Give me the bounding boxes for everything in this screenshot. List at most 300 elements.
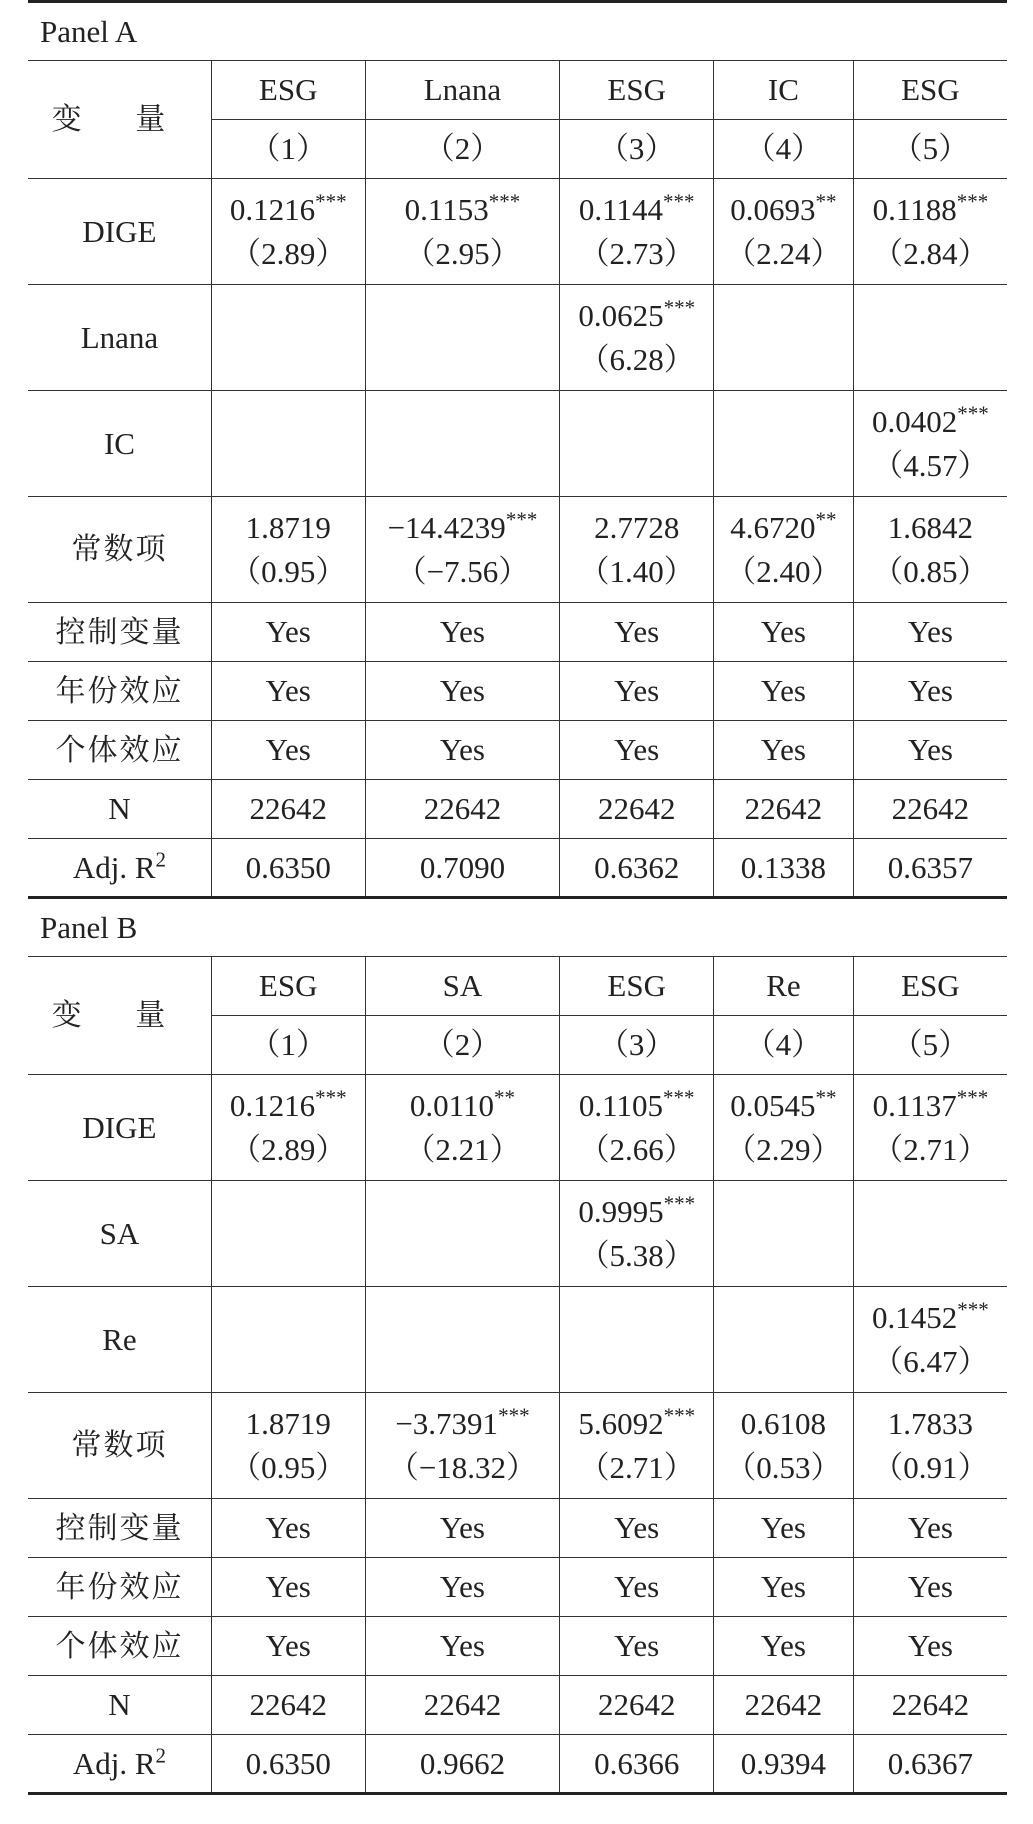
control-cell xyxy=(853,1617,1007,1676)
control-cell xyxy=(853,1558,1007,1617)
row-label xyxy=(28,1075,211,1181)
column-number-text: （4） xyxy=(744,131,823,166)
r2-value: 0.9662 xyxy=(419,1745,506,1781)
depvar-text: ESG xyxy=(258,72,318,107)
control-value: Yes xyxy=(760,732,806,767)
coef-value: 4.6720 xyxy=(730,509,816,545)
coef-cell xyxy=(853,1181,1007,1287)
r2-value: 0.6350 xyxy=(245,849,331,885)
t-stat-value: （0.91） xyxy=(872,1449,989,1485)
coef-cell xyxy=(714,1075,854,1181)
row-label xyxy=(28,662,211,721)
t-stat-value: （2.95） xyxy=(404,235,521,271)
row-label xyxy=(28,1287,211,1393)
control-value: Yes xyxy=(265,1569,311,1604)
row-label-text: 控制变量 xyxy=(55,1510,184,1546)
column-number-text: （4） xyxy=(744,1027,823,1062)
r2-value: 0.9394 xyxy=(740,1745,827,1781)
row-label xyxy=(28,1499,211,1558)
coef-value: 0.1105 xyxy=(578,1087,663,1123)
coef-line xyxy=(560,506,713,550)
coef-cell xyxy=(853,497,1007,603)
panel-title-row xyxy=(28,2,1007,61)
r2-value: 0.6367 xyxy=(887,1745,974,1781)
r2-cell xyxy=(853,1735,1007,1794)
column-number-text: （1） xyxy=(249,1027,327,1062)
row-label-text: 个体效应 xyxy=(55,1628,184,1664)
depvar-header xyxy=(560,957,714,1016)
significance-stars: ** xyxy=(815,1085,837,1110)
variable-header xyxy=(28,957,211,1075)
significance-stars: *** xyxy=(663,1191,696,1216)
coef-value: 2.7728 xyxy=(594,509,680,545)
n-cell xyxy=(211,780,365,839)
column-number-text: （5） xyxy=(891,1027,970,1062)
coef-value: 0.0625 xyxy=(578,297,664,333)
significance-stars: *** xyxy=(315,1085,347,1110)
significance-stars: *** xyxy=(498,1403,530,1428)
r2-value: 0.6350 xyxy=(245,1745,331,1781)
depvar-text: ESG xyxy=(607,968,666,1003)
t-stat-value: （6.47） xyxy=(872,1343,989,1379)
control-cell xyxy=(211,603,365,662)
control-value: Yes xyxy=(907,614,953,649)
column-number xyxy=(560,120,714,179)
r2-cell xyxy=(211,839,365,898)
control-value: Yes xyxy=(439,1510,485,1545)
significance-stars: *** xyxy=(315,189,347,214)
coef-cell xyxy=(560,1287,714,1393)
coef-value: 0.1216 xyxy=(229,191,316,227)
n-value: 22642 xyxy=(423,791,502,826)
coef-value: 0.1216 xyxy=(229,1087,316,1123)
regression-table-container xyxy=(28,0,1007,1795)
significance-stars: *** xyxy=(957,401,989,426)
depvar-text: SA xyxy=(442,968,483,1003)
coef-cell xyxy=(365,1287,560,1393)
row-label-text: N xyxy=(108,791,131,826)
significance-stars: *** xyxy=(663,1403,696,1428)
control-cell xyxy=(560,721,714,780)
control-value: Yes xyxy=(760,614,806,649)
control-value: Yes xyxy=(265,732,311,767)
row-label xyxy=(28,1393,211,1499)
table-body xyxy=(28,2,1007,1794)
coef-value: 0.1153 xyxy=(404,191,489,227)
t-stat-value: （2.89） xyxy=(230,1131,347,1167)
n-cell xyxy=(211,1676,365,1735)
control-cell xyxy=(714,603,854,662)
control-cell xyxy=(714,1617,854,1676)
n-value: 22642 xyxy=(597,791,676,826)
control-value: Yes xyxy=(614,732,660,767)
coef-cell xyxy=(560,391,714,497)
depvar-header xyxy=(365,957,560,1016)
coef-value: −3.7391 xyxy=(395,1405,499,1441)
row-label-text: 控制变量 xyxy=(55,614,184,650)
control-value: Yes xyxy=(907,673,953,708)
coef-cell xyxy=(211,1075,365,1181)
coef-row xyxy=(28,391,1007,497)
depvar-text: IC xyxy=(767,72,799,107)
n-value: 22642 xyxy=(891,1687,970,1722)
control-cell xyxy=(365,603,560,662)
n-row xyxy=(28,780,1007,839)
coef-cell xyxy=(560,1075,714,1181)
row-label xyxy=(28,497,211,603)
coef-row xyxy=(28,1181,1007,1287)
coef-cell xyxy=(365,179,560,285)
coef-line xyxy=(560,188,713,232)
panel-title-row xyxy=(28,898,1007,957)
variable-header-text: 变 量 xyxy=(51,102,188,137)
coef-cell xyxy=(714,391,854,497)
column-number-text: （1） xyxy=(249,131,327,166)
control-cell xyxy=(365,1617,560,1676)
coef-line xyxy=(854,1296,1007,1340)
significance-stars: *** xyxy=(663,1085,695,1110)
depvar-text: Re xyxy=(766,968,801,1003)
coef-cell xyxy=(714,1287,854,1393)
control-cell xyxy=(365,1499,560,1558)
significance-stars: ** xyxy=(494,1085,515,1110)
column-number xyxy=(211,1016,365,1075)
t-stat-value: （2.84） xyxy=(872,235,989,271)
coef-line xyxy=(560,1084,713,1128)
t-stat-value: （2.21） xyxy=(404,1131,521,1167)
n-value: 22642 xyxy=(249,1687,327,1722)
control-cell xyxy=(853,603,1007,662)
coef-line xyxy=(212,1402,365,1446)
t-stat-value: （5.38） xyxy=(578,1237,695,1273)
coef-cell xyxy=(560,1181,714,1287)
t-stat-value: （−7.56） xyxy=(395,553,530,589)
row-label-text: SA xyxy=(99,1215,140,1251)
depvar-header xyxy=(211,957,365,1016)
row-label-text: Lnana xyxy=(80,319,159,355)
row-label-text: 个体效应 xyxy=(55,732,184,768)
control-value: Yes xyxy=(760,1569,806,1604)
r2-cell xyxy=(714,1735,854,1794)
control-row xyxy=(28,721,1007,780)
coef-cell xyxy=(853,391,1007,497)
coef-row xyxy=(28,285,1007,391)
control-cell xyxy=(560,1617,714,1676)
row-label-text: Adj. R xyxy=(72,849,156,885)
coef-line xyxy=(854,188,1007,232)
control-value: Yes xyxy=(614,673,660,708)
column-number-text: （3） xyxy=(597,1027,676,1062)
control-cell xyxy=(853,662,1007,721)
control-cell xyxy=(714,1499,854,1558)
row-label-text: DIGE xyxy=(82,213,157,249)
r2-cell xyxy=(560,1735,714,1794)
header-row-depvars xyxy=(28,61,1007,120)
control-value: Yes xyxy=(907,1628,953,1663)
row-label-text: Adj. R xyxy=(72,1745,156,1781)
coef-cell xyxy=(714,497,854,603)
depvar-header xyxy=(211,61,365,120)
n-cell xyxy=(365,780,560,839)
coef-row xyxy=(28,1393,1007,1499)
row-label xyxy=(28,285,211,391)
control-cell xyxy=(211,721,365,780)
significance-stars: *** xyxy=(663,295,696,320)
coef-row xyxy=(28,179,1007,285)
coef-row xyxy=(28,1287,1007,1393)
panel-title xyxy=(28,2,1007,61)
coef-line xyxy=(212,188,365,232)
row-label xyxy=(28,1676,211,1735)
control-value: Yes xyxy=(907,732,953,767)
coef-line xyxy=(714,1084,853,1128)
coef-cell xyxy=(365,1181,560,1287)
row-label xyxy=(28,1181,211,1287)
coef-value: 0.0110 xyxy=(409,1087,494,1123)
coef-line xyxy=(212,506,365,550)
coef-cell xyxy=(853,1393,1007,1499)
row-label xyxy=(28,1558,211,1617)
r2-value: 0.6357 xyxy=(887,849,974,885)
coef-cell xyxy=(211,497,365,603)
n-cell xyxy=(853,780,1007,839)
significance-stars: *** xyxy=(488,189,521,214)
coef-cell xyxy=(714,179,854,285)
coef-cell xyxy=(211,391,365,497)
t-stat-value: （−18.32） xyxy=(387,1449,538,1485)
coef-line xyxy=(560,1190,713,1234)
coef-line xyxy=(854,1402,1007,1446)
significance-stars: *** xyxy=(663,189,695,214)
control-cell xyxy=(714,662,854,721)
control-value: Yes xyxy=(760,673,806,708)
coef-line xyxy=(560,1402,713,1446)
control-cell xyxy=(853,1499,1007,1558)
coef-value: 0.9995 xyxy=(578,1193,664,1229)
control-value: Yes xyxy=(760,1628,806,1663)
row-label xyxy=(28,179,211,285)
r2-cell xyxy=(365,839,560,898)
coef-value: 0.1137 xyxy=(872,1087,957,1123)
depvar-text: ESG xyxy=(607,72,666,107)
n-value: 22642 xyxy=(891,791,970,826)
t-stat-value: （0.95） xyxy=(230,1449,347,1485)
n-cell xyxy=(365,1676,560,1735)
t-stat-value: （2.40） xyxy=(725,553,842,589)
control-cell xyxy=(560,603,714,662)
column-number xyxy=(365,1016,560,1075)
row-label xyxy=(28,1617,211,1676)
coef-value: 0.1452 xyxy=(872,1299,958,1335)
t-stat-value: （2.24） xyxy=(725,235,842,271)
control-value: Yes xyxy=(439,614,485,649)
r2-superscript: 2 xyxy=(155,847,167,872)
coef-cell xyxy=(211,1393,365,1499)
t-stat-value: （2.66） xyxy=(578,1131,695,1167)
t-stat-value: （2.71） xyxy=(578,1449,695,1485)
variable-header-text: 变 量 xyxy=(51,998,188,1033)
coef-line xyxy=(854,1084,1007,1128)
adj-r2-row xyxy=(28,839,1007,898)
coef-cell xyxy=(853,1287,1007,1393)
t-stat-value: （0.53） xyxy=(725,1449,842,1485)
control-value: Yes xyxy=(614,1628,660,1663)
r2-value: 0.6366 xyxy=(594,1745,680,1781)
control-value: Yes xyxy=(439,673,485,708)
r2-value: 0.6362 xyxy=(594,849,680,885)
r2-value: 0.7090 xyxy=(419,849,506,885)
coef-cell xyxy=(365,1075,560,1181)
depvar-text: ESG xyxy=(901,72,960,107)
coef-line xyxy=(366,188,560,232)
control-cell xyxy=(211,1499,365,1558)
coef-cell xyxy=(211,285,365,391)
coef-line xyxy=(366,1084,560,1128)
control-cell xyxy=(211,1617,365,1676)
control-cell xyxy=(714,1558,854,1617)
control-cell xyxy=(853,721,1007,780)
control-value: Yes xyxy=(614,1510,660,1545)
column-number xyxy=(560,1016,714,1075)
n-value: 22642 xyxy=(249,791,327,826)
control-value: Yes xyxy=(907,1569,953,1604)
control-cell xyxy=(560,1499,714,1558)
coef-cell xyxy=(714,285,854,391)
t-stat-value: （0.85） xyxy=(872,553,989,589)
coef-line xyxy=(366,1402,560,1446)
r2-value: 0.1338 xyxy=(740,849,827,885)
r2-superscript: 2 xyxy=(155,1743,167,1768)
control-value: Yes xyxy=(265,614,311,649)
coef-value: 0.0545 xyxy=(730,1087,816,1123)
n-cell xyxy=(853,1676,1007,1735)
n-cell xyxy=(714,780,854,839)
coef-line xyxy=(560,294,713,338)
coef-value: 0.6108 xyxy=(740,1405,827,1441)
coef-cell xyxy=(560,285,714,391)
n-value: 22642 xyxy=(423,1687,502,1722)
control-value: Yes xyxy=(265,673,311,708)
r2-cell xyxy=(853,839,1007,898)
column-number-text: （3） xyxy=(597,131,676,166)
coef-cell xyxy=(560,1393,714,1499)
coef-cell xyxy=(714,1181,854,1287)
panel-title-text: Panel B xyxy=(40,909,138,945)
row-label-text: IC xyxy=(103,425,135,461)
control-cell xyxy=(365,721,560,780)
control-value: Yes xyxy=(439,1628,485,1663)
column-number xyxy=(365,120,560,179)
coef-value: 5.6092 xyxy=(578,1405,664,1441)
coef-value: 0.1144 xyxy=(578,191,663,227)
coef-value: 1.7833 xyxy=(887,1405,974,1441)
control-cell xyxy=(211,1558,365,1617)
coef-row xyxy=(28,497,1007,603)
control-value: Yes xyxy=(439,732,485,767)
n-value: 22642 xyxy=(597,1687,676,1722)
t-stat-value: （1.40） xyxy=(578,553,695,589)
significance-stars: ** xyxy=(815,189,837,214)
coef-cell xyxy=(211,179,365,285)
coef-cell xyxy=(211,1181,365,1287)
depvar-text: ESG xyxy=(258,968,318,1003)
column-number xyxy=(714,1016,854,1075)
variable-header xyxy=(28,61,211,179)
row-label xyxy=(28,780,211,839)
control-row xyxy=(28,1558,1007,1617)
row-label-text: Re xyxy=(102,1321,137,1357)
coef-line xyxy=(212,1084,365,1128)
row-label xyxy=(28,603,211,662)
control-value: Yes xyxy=(265,1510,311,1545)
depvar-text: ESG xyxy=(901,968,960,1003)
row-label xyxy=(28,839,211,898)
t-stat-value: （2.71） xyxy=(872,1131,989,1167)
depvar-header xyxy=(560,61,714,120)
coef-value: 1.8719 xyxy=(245,509,331,545)
row-label-text: 年份效应 xyxy=(55,1569,184,1605)
control-value: Yes xyxy=(614,614,660,649)
depvar-header xyxy=(714,957,854,1016)
regression-table xyxy=(28,0,1007,1795)
coef-cell xyxy=(365,1393,560,1499)
control-cell xyxy=(365,662,560,721)
coef-cell xyxy=(560,179,714,285)
n-value: 22642 xyxy=(744,791,823,826)
coef-line xyxy=(366,506,560,550)
coef-value: 1.8719 xyxy=(245,1405,331,1441)
coef-line xyxy=(714,188,853,232)
column-number xyxy=(853,120,1007,179)
t-stat-value: （2.73） xyxy=(578,235,695,271)
coef-value: 0.0402 xyxy=(872,403,958,439)
t-stat-value: （2.89） xyxy=(230,235,347,271)
control-value: Yes xyxy=(439,1569,485,1604)
header-row-depvars xyxy=(28,957,1007,1016)
control-cell xyxy=(365,1558,560,1617)
coef-cell xyxy=(853,179,1007,285)
r2-cell xyxy=(560,839,714,898)
coef-line xyxy=(854,400,1007,444)
n-value: 22642 xyxy=(744,1687,823,1722)
coef-line xyxy=(854,506,1007,550)
coef-row xyxy=(28,1075,1007,1181)
column-number-text: （5） xyxy=(891,131,970,166)
coef-value: 0.1188 xyxy=(872,191,957,227)
coef-cell xyxy=(365,497,560,603)
control-cell xyxy=(560,662,714,721)
row-label xyxy=(28,721,211,780)
r2-cell xyxy=(211,1735,365,1794)
t-stat-value: （0.95） xyxy=(230,553,347,589)
significance-stars: *** xyxy=(505,507,538,532)
adj-r2-row xyxy=(28,1735,1007,1794)
n-row xyxy=(28,1676,1007,1735)
depvar-header xyxy=(853,957,1007,1016)
column-number xyxy=(714,120,854,179)
row-label-text: N xyxy=(108,1687,131,1722)
column-number-text: （2） xyxy=(423,131,502,166)
control-row xyxy=(28,1499,1007,1558)
column-number-text: （2） xyxy=(423,1027,502,1062)
depvar-text: Lnana xyxy=(423,72,502,107)
control-row xyxy=(28,603,1007,662)
coef-cell xyxy=(853,285,1007,391)
control-cell xyxy=(714,721,854,780)
control-value: Yes xyxy=(907,1510,953,1545)
depvar-header xyxy=(365,61,560,120)
depvar-header xyxy=(714,61,854,120)
